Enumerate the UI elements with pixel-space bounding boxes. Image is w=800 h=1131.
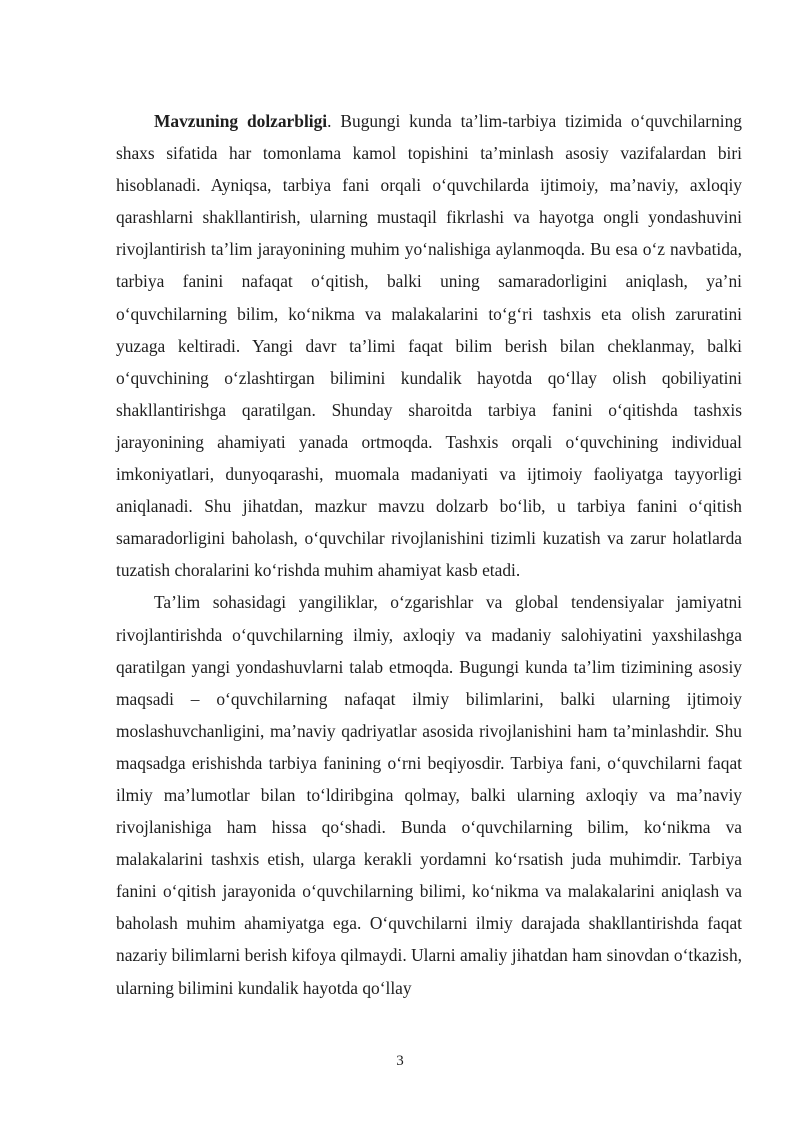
document-page xyxy=(116,105,742,1004)
page-number: 3 xyxy=(396,1053,404,1069)
section-lead-heading: Mavzuning dolzarbligi xyxy=(154,111,328,131)
paragraph-relevance xyxy=(116,105,742,586)
paragraph-1-body: Bugungi kunda ta’lim-tarbiya tizimida o‘quvchilarning shaxs sifatida har tomonlama kamol topishini ta’minlash asosiy vazifalardan biri hisoblanadi. Ayniqsa, tarbiya fani orqali o‘quvchilarda ijtimoiy, ma’naviy, axloqiy qarashlarni shakllantirish, ularning mustaqil fikrlashi va hayotga ongli yondashuvini rivojlantirish ta’lim jarayonining muhim yo‘nalishiga aylanmoqda. Bu esa o‘z navbatida, tarbiya fanini nafaqat o‘qitish, balki uning samaradorligini aniqlash, ya’ni o‘quvchilarning bilim, ko‘nikma va malakalarini to‘g‘ri tashxis eta olish zaruratini yuzaga keltiradi. Yangi davr ta’limi faqat bilim berish bilan cheklanmay, balki o‘quvchining o‘zlashtirgan bilimini kundalik hayotda qo‘llay olish qobiliyatini shakllantirishga qaratilgan. Shunday sharoitda tarbiya fanini o‘qitishda tashxis jarayonining ahamiyati yanada ortmoqda. Tashxis orqali o‘quvchining individual imkoniyatlari, dunyoqarashi, muomala madaniyati va ijtimoiy faoliyatga tayyorligi aniqlanadi. Shu jihatdan, mazkur mavzu dolzarb bo‘lib, u tarbiya fanini o‘qitish samaradorligini baholash, o‘quvchilar rivojlanishini tizimli kuzatish va zarur holatlarda tuzatish choralarini ko‘rishda muhim ahamiyat kasb etadi. xyxy=(116,111,743,581)
lead-punctuation: . xyxy=(327,111,332,131)
paragraph-education-changes: Ta’lim sohasidagi yangiliklar, o‘zgarishlar va global tendensiyalar jamiyatni rivojlantirishda o‘quvchilarning ilmiy, axloqiy va madaniy salohiyatini yaxshilashga qaratilgan yangi yondashuvlarni talab etmoqda. Bugungi kunda ta’lim tizimining asosiy maqsadi – o‘quvchilarning nafaqat ilmiy bilimlarini, balki ularning ijtimoiy moslashuvchanligini, ma’naviy qadriyatlar asosida rivojlanishini ham ta’minlashdir. Shu maqsadga erishishda tarbiya fanining o‘rni beqiyosdir. Tarbiya fani, o‘quvchilarni faqat ilmiy ma’lumotlar bilan to‘ldiribgina qolmay, balki ularning axloqiy va ma’naviy rivojlanishiga ham hissa qo‘shadi. Bunda o‘quvchilarning bilim, ko‘nikma va malakalarini tashxis etish, ularga kerakli yordamni ko‘rsatish juda muhimdir. Tarbiya fanini o‘qitish jarayonida o‘quvchilarning bilimi, ko‘nikma va malakalarini aniqlash va baholash muhim ahamiyatga ega. O‘quvchilarni ilmiy darajada shakllantirishda faqat nazariy bilimlarni berish kifoya qilmaydi. Ularni amaliy jihatdan ham sinovdan o‘tkazish, ularning bilimini kundalik hayotda qo‘llay xyxy=(116,592,742,998)
